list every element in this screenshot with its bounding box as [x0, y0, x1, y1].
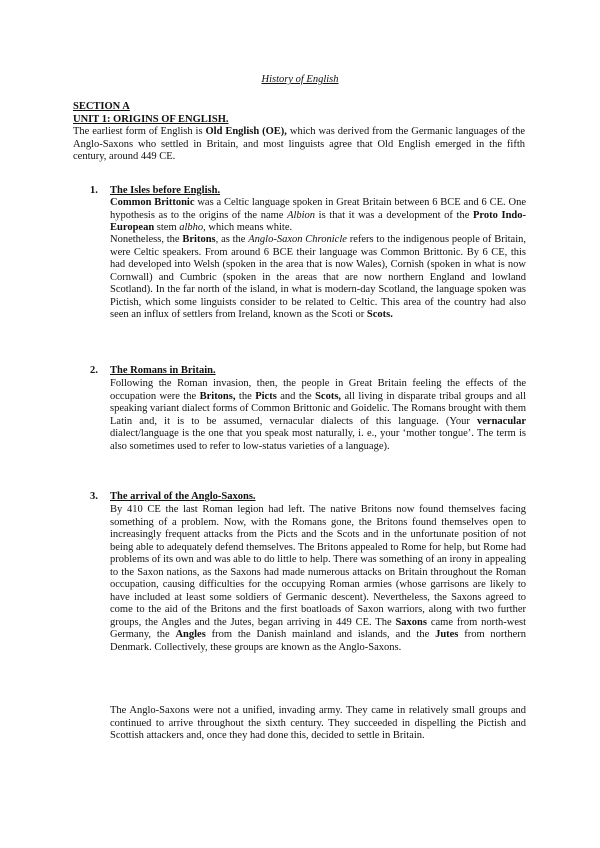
term-italic: Anglo-Saxon Chronicle	[248, 234, 347, 245]
text: was a Celtic language spoken in Great Britain between 6 BCE and 6 CE. One hypothesis as to the origins of the name	[110, 197, 526, 221]
paragraph-anglo-saxons-2: The Anglo-Saxons were not a unified, invading army. They came in relatively small groups and continued to arrive throughout the sixth century. They succeeded in dispelling the Pictish and Scottish attackers and, once they had done this, decided to settle in Britain.	[110, 705, 526, 741]
term: Saxons	[395, 616, 427, 628]
text: refers to the indigenous people of Britain, were Celtic speakers. From around 6 BCE their language was Common Brittonic. By 6 CE, this had developed into Welsh (spoken in the area that is now Wales), Cornish (spoken in what is now Cornwall) and Cumbric (spoken in the areas that are now northern England and lowland Scotland). In the far north of the island, in what is modern-day Scotland, the language spoken was Pictish, which some linguists consider to be related to Celtic. This area of the country had also seen an influx of settlers from Ireland, known as the Scoti or	[110, 234, 527, 320]
term: Angles	[175, 629, 206, 640]
paragraph-isles-1	[110, 197, 526, 235]
text: By 410 CE the last Roman legion had left. The native Britons now found themselves facing something of a problem. Now, with the Romans gone, the Britons found themselves open to increasingly frequent attacks from the Picts and the Scots and in the unfortunate position of not being able to adequately defend themselves. The Britons appealed to Rome for help, but Rome had problems of its own and was able to do little to help. There was something of an irony in appealing to the Saxon nations, as the Saxons had made numerous attacks on Britain throughout the Roman occupation, causing difficulties for the occupying Roman armies (whose garrisons are likely to have included at least some soldiers of Germanic descent). Nevertheless, the Saxons agreed to come to the aid of the Britons and the first boatloads of Saxon warriors, along with two further groups, the Angles and the Jutes, began arriving in 449 CE. The	[110, 504, 526, 628]
paragraph-isles-2	[110, 234, 526, 322]
text: and the	[276, 390, 316, 402]
heading-text: The Romans in Britain.	[110, 365, 216, 376]
intro-paragraph	[73, 126, 525, 164]
heading-number: 1.	[90, 185, 98, 196]
heading-romans	[90, 365, 216, 376]
intro-text: The earliest form of English is	[73, 126, 206, 137]
text: from northern Denmark. Collectively, these groups are known as the Anglo-Saxons.	[110, 629, 527, 653]
text: from the Danish mainland and islands, and the	[205, 629, 436, 640]
text: all living in disparate tribal groups and all speaking variant dialect forms of Common Brittonic and Goidelic. The Romans brought with them Latin and, it is to be assumed, vernacular dialects of this language. (Your	[110, 390, 526, 427]
intro-term: Old English (OE),	[205, 126, 287, 137]
term: vernacular	[477, 415, 526, 427]
heading-anglo-saxons	[90, 491, 256, 502]
text: , as the	[215, 234, 249, 245]
section-heading	[73, 101, 525, 164]
term: Common Brittonic	[110, 197, 195, 208]
heading-number: 2.	[90, 365, 98, 376]
term: Britons	[182, 234, 216, 245]
text: came from north-west Germany, the	[110, 616, 527, 640]
text: dialect/language is the one that you speak most naturally, i. e., your ‘mother tongue’. The term is also sometimes used to refer to low-status varieties of a language).	[110, 428, 526, 452]
unit-label: UNIT 1: ORIGINS OF ENGLISH.	[73, 113, 229, 125]
paragraph-anglo-saxons-1	[110, 504, 526, 654]
term: Picts	[255, 390, 277, 402]
text: Following the Roman invasion, then, the people in Great Britain feeling the effects of the occupation were the	[110, 378, 526, 402]
section-label: SECTION A	[73, 101, 130, 112]
heading-number: 3.	[90, 491, 98, 502]
text: which means white.	[205, 222, 293, 233]
term: Jutes	[435, 629, 459, 640]
paragraph-romans	[110, 378, 526, 453]
text: the	[235, 390, 256, 402]
heading-isles	[90, 185, 220, 196]
heading-text: The arrival of the Anglo-Saxons.	[110, 491, 256, 502]
term: Proto Indo-European	[110, 209, 526, 233]
term: Britons,	[199, 390, 236, 402]
heading-text: The Isles before English.	[110, 185, 221, 196]
term: Scots,	[315, 390, 342, 402]
intro-text: which was derived from the Germanic languages of the Anglo-Saxons who settled in Britain, and most linguists agree that Old English emerged in the fifth century, around 449 CE.	[73, 126, 525, 162]
term: Scots.	[366, 309, 393, 320]
term-italic: Albion	[287, 209, 316, 221]
text: stem	[154, 222, 180, 233]
term-italic: albho,	[179, 222, 206, 233]
document-title: History of English	[261, 74, 339, 85]
text: is that it was a development of the	[315, 209, 473, 221]
text: Nonetheless, the	[110, 234, 183, 245]
